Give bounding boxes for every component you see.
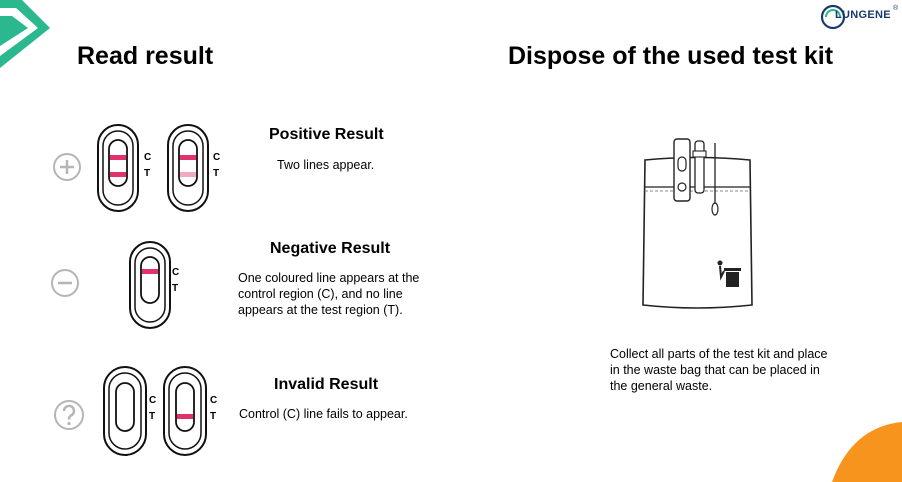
ct-label-positive-1: C T — [144, 152, 152, 179]
ct-label-invalid-2: C T — [210, 395, 218, 422]
test-line — [177, 414, 193, 419]
control-line — [180, 155, 196, 160]
ct-label-negative: C T — [172, 267, 180, 294]
invalid-result-desc: Control (C) line fails to appear. — [239, 407, 408, 421]
dispose-title: Dispose of the used test kit — [508, 42, 834, 70]
read-result-title: Read result — [77, 42, 214, 70]
positive-result-desc: Two lines appear. — [277, 158, 375, 172]
ct-label-positive-2: C T — [213, 152, 221, 179]
logo-text: LUNGENE — [835, 9, 891, 21]
logo-registered-mark: ® — [893, 5, 899, 12]
test-cassette-invalid-2 — [162, 365, 208, 457]
ct-label-invalid-1: C T — [149, 395, 157, 422]
control-line — [142, 269, 158, 274]
test-line — [110, 172, 126, 177]
plus-circle-icon — [52, 152, 82, 182]
corner-decoration-top-left — [0, 0, 60, 70]
question-circle-icon — [52, 398, 86, 432]
test-cassette-invalid-1 — [102, 365, 148, 457]
minus-circle-icon — [50, 268, 80, 298]
test-cassette-negative — [128, 240, 172, 330]
test-cassette-positive-1 — [96, 123, 140, 213]
negative-result-desc: One coloured line appears at the control region (C), and no line appears at the test region (T). — [238, 271, 420, 317]
control-line — [110, 155, 126, 160]
test-cassette-positive-2 — [166, 123, 210, 213]
negative-result-title: Negative Result — [270, 240, 391, 257]
corner-decoration-bottom-right — [822, 422, 902, 482]
faint-test-line — [180, 172, 196, 177]
waste-bag-illustration — [640, 135, 755, 315]
positive-result-title: Positive Result — [269, 126, 384, 143]
invalid-result-title: Invalid Result — [274, 376, 379, 393]
dispose-desc: Collect all parts of the test kit and place in the waste bag that can be placed in the general waste. — [610, 347, 828, 393]
